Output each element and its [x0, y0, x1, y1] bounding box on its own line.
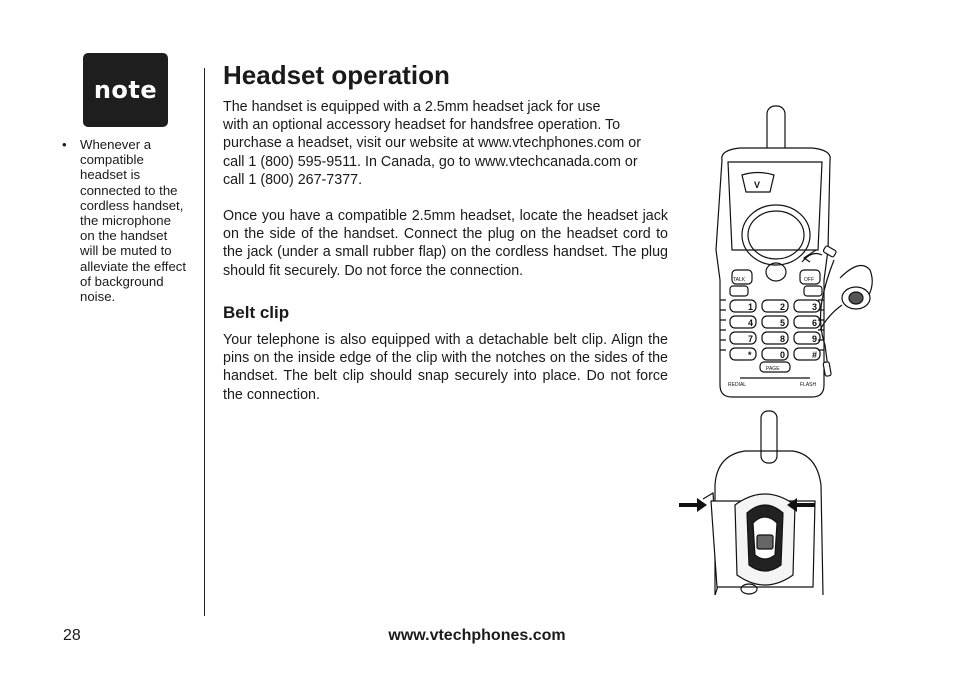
key-9: 9: [812, 334, 818, 344]
key-5: 5: [780, 318, 786, 328]
note-badge: [83, 53, 168, 127]
key-8: 8: [780, 334, 786, 344]
note-line: the microphone: [80, 213, 171, 229]
handset-headset-illustration: [700, 100, 880, 400]
note-line: of background: [80, 273, 164, 289]
off-label: OFF: [804, 277, 814, 283]
key-2: 2: [780, 302, 786, 312]
handset-logo: V: [754, 180, 761, 190]
page-title: Headset operation: [223, 60, 450, 90]
belt-clip-illustration: [675, 405, 825, 597]
footer-url[interactable]: www.vtechphones.com: [388, 627, 566, 644]
note-line: connected to the: [80, 182, 178, 198]
key-hash: #: [812, 350, 818, 360]
intro-line: call 1 (800) 595-9511. In Canada, go to www.vtechcanada.com or: [223, 153, 638, 170]
note-line: alleviate the effect: [80, 258, 187, 274]
intro-line: purchase a headset, visit our website at www.vtechphones.com or: [223, 135, 642, 152]
connect-paragraph: Once you have a compatible 2.5mm headset, locate the headset jack on the side of the handset. Connect the plug on the headset cord to the jack (under a small rubber flap) on the cordless handset. The plug should fit securely. Do not force the connection.: [223, 208, 668, 279]
key-7: 7: [748, 334, 754, 344]
key-0: 0: [780, 350, 786, 360]
intro-paragraph: [223, 98, 668, 189]
note-line: will be muted to: [80, 243, 172, 259]
note-line: on the handset: [80, 228, 168, 244]
note-line: noise.: [80, 289, 116, 305]
key-star: *: [748, 350, 752, 360]
column-divider: [204, 68, 205, 616]
page-label: PAGE: [766, 366, 780, 372]
bullet-icon: •: [62, 137, 67, 152]
key-6: 6: [812, 318, 818, 328]
belt-clip-heading: Belt clip: [223, 303, 290, 322]
intro-line: The handset is equipped with a 2.5mm headset jack for use: [223, 99, 601, 115]
note-line: headset is: [80, 167, 141, 183]
note-item: [62, 137, 204, 304]
note-line: cordless handset,: [80, 197, 184, 213]
note-line: Whenever a: [80, 137, 152, 152]
belt-clip-paragraph: Your telephone is also equipped with a detachable belt clip. Align the pins on the inside edge of the clip with the notches on the sides of the handset. The belt clip should snap securely into place. Do not force the connection.: [223, 332, 668, 403]
key-3: 3: [812, 302, 818, 312]
intro-line: call 1 (800) 267-7377.: [223, 171, 363, 188]
note-badge-label: note: [93, 76, 158, 104]
intro-line: with an optional accessory headset for handsfree operation. To: [223, 117, 621, 134]
flash-label: FLASH: [800, 382, 817, 388]
page-number: 28: [63, 627, 81, 644]
key-4: 4: [748, 318, 754, 328]
note-list: [62, 137, 204, 304]
key-1: 1: [748, 302, 754, 312]
talk-label: TALK: [733, 277, 746, 283]
note-line: compatible: [80, 152, 144, 168]
redial-label: REDIAL: [728, 382, 747, 388]
